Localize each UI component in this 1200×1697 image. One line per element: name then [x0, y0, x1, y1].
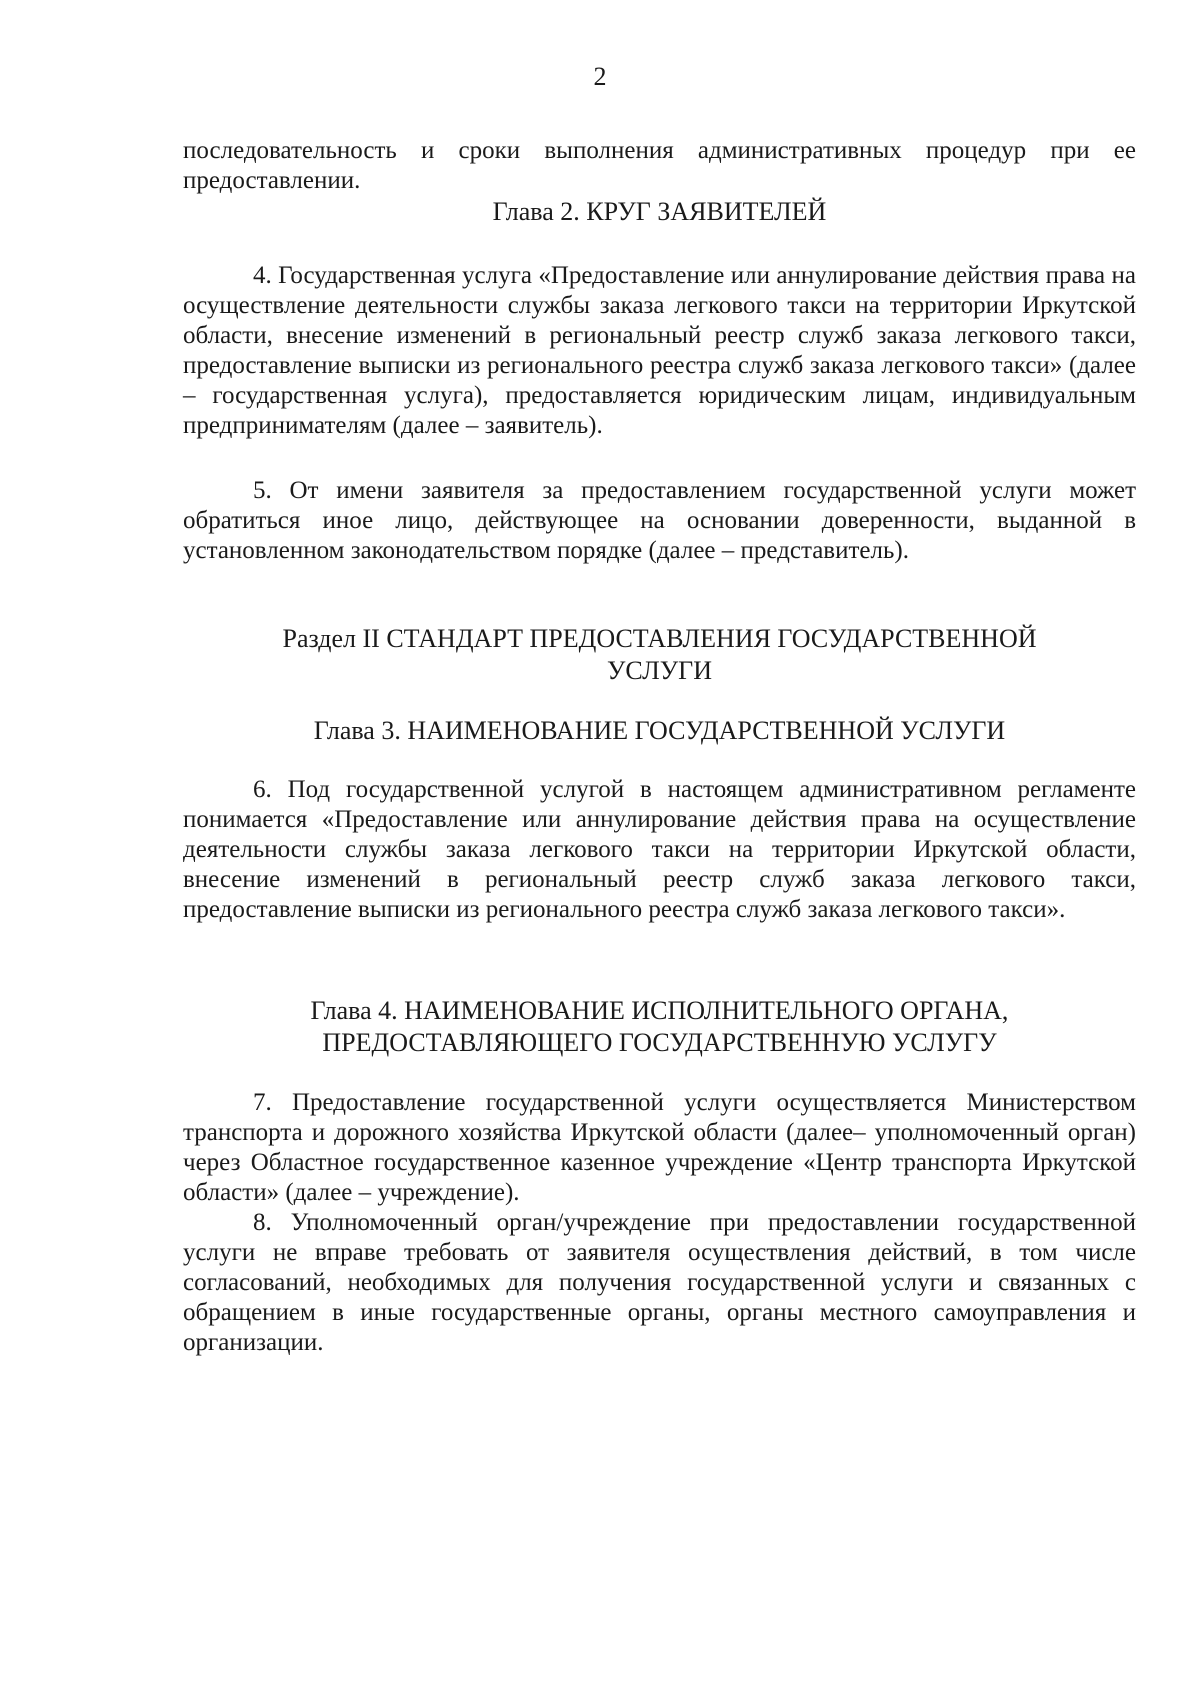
paragraph-4: 4. Государственная услуга «Предоставление или аннулирование действия права на осуществление деятельности службы заказа легкового такси на территории Иркутской области, внесение изменений в региональный реестр служб заказа легкового такси, предоставление выписки из регионального реестра служб заказа легкового такси» (далее – государственная услуга), предоставляется юридическим лицам, индивидуальным предпринимателям (далее – заявитель). [183, 262, 1136, 439]
section-2-heading-line-2: УСЛУГИ [607, 656, 712, 685]
intro-continuation-paragraph: последовательность и сроки выполнения административных процедур при ее предоставлении. [183, 137, 1136, 194]
chapter-4-heading [183, 995, 1136, 1059]
chapter-4-heading-line-2: ПРЕДОСТАВЛЯЮЩЕГО ГОСУДАРСТВЕННУЮ УСЛУГУ [322, 1028, 997, 1057]
section-2-heading-line-1: Раздел II СТАНДАРТ ПРЕДОСТАВЛЕНИЯ ГОСУДАРСТВЕННОЙ [282, 624, 1037, 653]
paragraph-7: 7. Предоставление государственной услуги осуществляется Министерством транспорта и дорожного хозяйства Иркутской области (далее– уполномоченный орган) через Областное государственное казенное учреждение «Центр транспорта Иркутской области» (далее – учреждение). [183, 1089, 1136, 1206]
paragraph-5: 5. От имени заявителя за предоставлением государственной услуги может обратиться иное лицо, действующее на основании доверенности, выданной в установленном законодательством порядке (далее – представитель). [183, 477, 1136, 564]
section-2-heading [183, 623, 1136, 687]
page-number: 2 [593, 62, 607, 91]
chapter-4-heading-line-1: Глава 4. НАИМЕНОВАНИЕ ИСПОЛНИТЕЛЬНОГО ОРГАНА, [310, 996, 1009, 1025]
chapter-3-heading: Глава 3. НАИМЕНОВАНИЕ ГОСУДАРСТВЕННОЙ УСЛУГИ [313, 716, 1006, 745]
paragraph-6: 6. Под государственной услугой в настоящем административном регламенте понимается «Предоставление или аннулирование действия права на осуществление деятельности службы заказа легкового такси на территории Иркутской области, внесение изменений в региональный реестр служб заказа легкового такси, предоставление выписки из регионального реестра служб заказа легкового такси». [183, 776, 1136, 923]
paragraph-8: 8. Уполномоченный орган/учреждение при предоставлении государственной услуги не вправе требовать от заявителя осуществления действий, в том числе согласований, необходимых для получения государственной услуги и связанных с обращением в иные государственные органы, органы местного самоуправления и организации. [183, 1209, 1136, 1356]
chapter-2-heading: Глава 2. КРУГ ЗАЯВИТЕЛЕЙ [492, 197, 827, 226]
